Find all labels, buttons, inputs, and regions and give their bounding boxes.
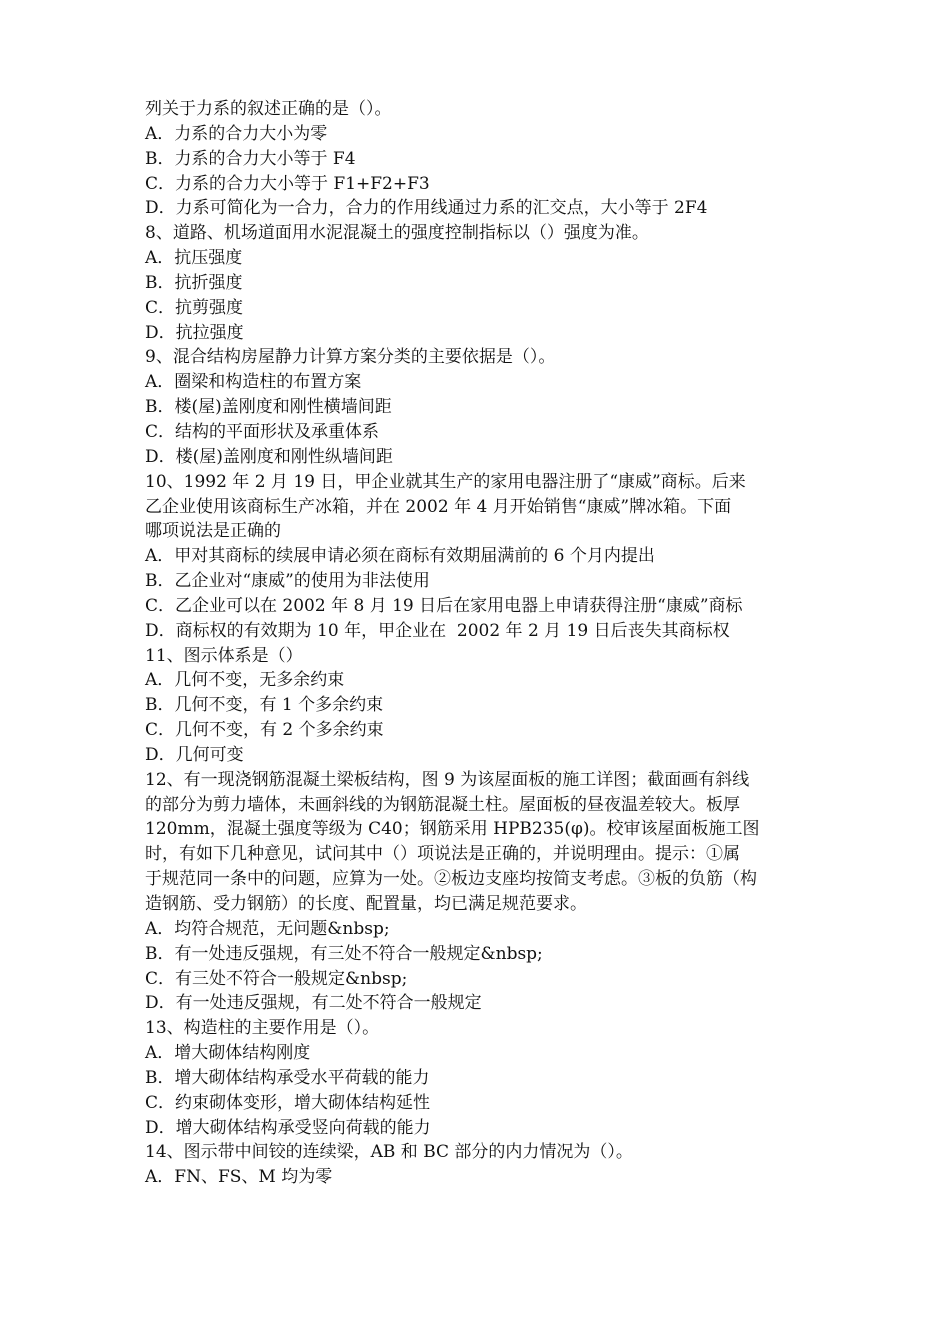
text-line: B．几何不变，有 1 个多余约束 bbox=[145, 695, 384, 716]
text-line: 13、构造柱的主要作用是（）。 bbox=[145, 1018, 380, 1039]
text-line: B．乙企业对“康威”的使用为非法使用 bbox=[145, 571, 430, 592]
text-line: A．几何不变，无多余约束 bbox=[145, 670, 345, 691]
text-line: D．抗拉强度 bbox=[145, 322, 244, 343]
text-line: C．乙企业可以在 2002 年 8 月 19 日后在家用电器上申请获得注册“康威”商标 bbox=[145, 595, 743, 616]
text-line: 造钢筋、受力钢筋）的长度、配置量，均已满足规范要求。 bbox=[145, 894, 587, 914]
text-line: C．力系的合力大小等于 F1+F2+F3 bbox=[145, 173, 430, 194]
text-line: A．甲对其商标的续展申请必须在商标有效期届满前的 6 个月内提出 bbox=[145, 546, 655, 567]
text-line: A．增大砌体结构刚度 bbox=[145, 1043, 311, 1064]
text-line: A．均符合规范，无问题&nbsp; bbox=[145, 918, 390, 939]
text-line: D．商标权的有效期为 10 年，甲企业在 2002 年 2 月 19 日后丧失其商标权 bbox=[145, 620, 730, 641]
text-line: B．抗折强度 bbox=[145, 272, 243, 293]
text-line: D．楼(屋)盖刚度和刚性纵墙间距 bbox=[145, 446, 393, 467]
text-line: 10、1992 年 2 月 19 日，甲企业就其生产的家用电器注册了“康威”商标。后来 bbox=[145, 471, 746, 492]
text-line: 时，有如下几种意见，试问其中（）项说法是正确的，并说明理由。提示：①属 bbox=[145, 844, 740, 865]
text-line: A．力系的合力大小为零 bbox=[145, 123, 328, 144]
text-line: 哪项说法是正确的 bbox=[145, 521, 281, 542]
text-line: C．结构的平面形状及承重体系 bbox=[145, 421, 380, 442]
text-line: 120mm，混凝土强度等级为 C40；钢筋采用 HPB235(φ)。校审该屋面板施工图 bbox=[145, 819, 760, 840]
text-line: 列关于力系的叙述正确的是（）。 bbox=[145, 99, 392, 119]
text-line: 于规范同一条中的问题，应算为一处。②板边支座均按简支考虑。③板的负筋（构 bbox=[145, 869, 757, 890]
text-line: 14、图示带中间铰的连续梁，AB 和 BC 部分的内力情况为（）。 bbox=[145, 1142, 633, 1163]
text-line: A．抗压强度 bbox=[145, 248, 243, 269]
text-line: 12、有一现浇钢筋混凝土梁板结构，图 9 为该屋面板的施工详图；截面画有斜线 bbox=[145, 769, 750, 790]
text-line: D．几何可变 bbox=[145, 744, 244, 765]
text-line: 的部分为剪力墙体，未画斜线的为钢筋混凝土柱。屋面板的昼夜温差较大。板厚 bbox=[145, 794, 740, 815]
text-line: D．有一处违反强规，有二处不符合一般规定 bbox=[145, 993, 482, 1014]
text-line: 11、图示体系是（） bbox=[145, 645, 303, 666]
text-line: B．增大砌体结构承受水平荷载的能力 bbox=[145, 1067, 430, 1088]
document-body bbox=[145, 97, 813, 1190]
text-line: 9、混合结构房屋静力计算方案分类的主要依据是（）。 bbox=[145, 347, 556, 368]
text-line: B．楼(屋)盖刚度和刚性横墙间距 bbox=[145, 397, 392, 418]
text-line: C．有三处不符合一般规定&nbsp; bbox=[145, 968, 408, 989]
text-line: C．抗剪强度 bbox=[145, 297, 244, 318]
text-line: B．力系的合力大小等于 F4 bbox=[145, 148, 356, 169]
text-line: 乙企业使用该商标生产冰箱，并在 2002 年 4 月开始销售“康威”牌冰箱。下面 bbox=[145, 496, 732, 517]
text-line: A．圈梁和构造柱的布置方案 bbox=[145, 372, 362, 393]
text-line: 8、道路、机场道面用水泥混凝土的强度控制指标以（）强度为准。 bbox=[145, 223, 649, 244]
text-line: C．约束砌体变形，增大砌体结构延性 bbox=[145, 1092, 431, 1113]
text-line: B．有一处违反强规，有三处不符合一般规定&nbsp; bbox=[145, 943, 543, 964]
text-line: D．增大砌体结构承受竖向荷载的能力 bbox=[145, 1117, 431, 1138]
text-line: A．FN、FS、M 均为零 bbox=[145, 1167, 333, 1188]
text-line: D．力系可简化为一合力，合力的作用线通过力系的汇交点，大小等于 2F4 bbox=[145, 198, 708, 219]
text-line: C．几何不变，有 2 个多余约束 bbox=[145, 720, 384, 741]
